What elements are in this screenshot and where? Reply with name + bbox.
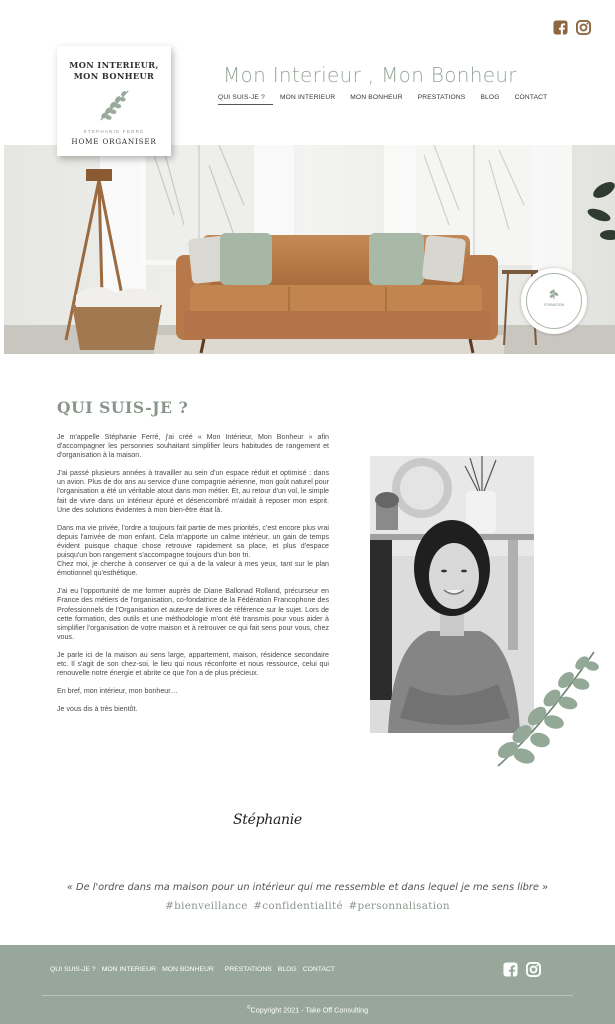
hashtag: #bienveillance xyxy=(165,900,248,912)
badge-leaf-icon xyxy=(547,286,561,300)
badge-label: FORMATION xyxy=(543,303,565,307)
footer-nav-blog[interactable]: BLOG xyxy=(277,966,297,973)
hashtag: #personnalisation xyxy=(348,900,450,912)
about-paragraph: Je m'appelle Stéphanie Ferré, j'ai créé « Mon Intérieur, Mon Bonheur » afin d'accompagner les personnes souhaitant simplifier leurs habitudes de rangement et d'organisation à la maison. xyxy=(57,433,329,460)
footer-nav-mon-bonheur[interactable]: MON BONHEUR xyxy=(162,966,214,973)
logo-line2: MON BONHEUR xyxy=(73,71,155,81)
about-paragraph: Je vous dis à très bientôt. xyxy=(57,705,138,714)
nav-item-prestations[interactable]: PRESTATIONS xyxy=(417,94,466,101)
about-paragraph: Je parle ici de la maison au sens large, appartement, maison, résidence secondaire etc. Il s'agit de son chez-soi, le lieu qui nous réconforte et nous ressource, celui qui renouvelle notre énergie et abrite ce que l'on a de plus précieux. xyxy=(57,650,329,678)
main-nav xyxy=(218,94,562,105)
nav-item-qui-suis-je[interactable]: QUI SUIS-JE ? xyxy=(218,94,273,105)
facebook-icon[interactable] xyxy=(503,962,518,977)
site-logo[interactable] xyxy=(57,46,171,156)
eucalyptus-logo-icon xyxy=(95,86,133,124)
eucalyptus-branch-icon xyxy=(488,646,600,770)
footer-divider xyxy=(42,995,573,996)
living-room-illustration xyxy=(4,145,615,354)
nav-item-mon-bonheur[interactable]: MON BONHEUR xyxy=(350,94,403,101)
quote-text: « De l'ordre dans ma maison pour un intérieur qui me ressemble et dans lequel je me sens libre » xyxy=(66,882,549,893)
copyright xyxy=(0,1005,615,1014)
copyright-text: Copyright 2021 - Take Off Consulting xyxy=(250,1005,369,1015)
formation-badge xyxy=(521,268,587,334)
logo-subtitle: HOME ORGANISER xyxy=(71,137,157,146)
footer-social xyxy=(503,962,541,977)
nav-item-mon-interieur[interactable]: MON INTERIEUR xyxy=(279,94,336,101)
about-title: QUI SUIS-JE ? xyxy=(57,398,189,417)
site-title[interactable]: Mon Interieur , Mon Bonheur xyxy=(223,63,517,87)
copyright-symbol: © xyxy=(246,1005,251,1011)
about-paragraph: Dans ma vie privée, l'ordre a toujours fait partie de mes priorités, c'est encore plus vrai depuis l'arrivée de mon enfant. Cela m'apporte un calme intérieur, un gain de temps évident puisque chaque chose retrouve rapidement sa place, et plus d'espace puisqu'un bon rangement s'accompagne toujours d'un bon tri. Chez moi, je cherche à conserver ce qui a de la valeur à mes yeux, tant sur le plan émotionnel qu'esthétique. xyxy=(57,523,329,578)
facebook-icon[interactable] xyxy=(553,20,568,35)
badge-ring xyxy=(526,273,582,329)
nav-item-blog[interactable]: BLOG xyxy=(480,94,500,101)
header-social xyxy=(553,20,591,35)
instagram-icon[interactable] xyxy=(576,20,591,35)
signature: Stéphanie xyxy=(233,812,302,828)
hashtag: #confidentialité xyxy=(253,900,343,912)
footer-nav-prestations[interactable]: PRESTATIONS xyxy=(224,966,272,973)
nav-item-contact[interactable]: CONTACT xyxy=(514,94,548,101)
logo-title xyxy=(57,60,171,82)
footer-nav-mon-interieur[interactable]: MON INTERIEUR xyxy=(101,966,157,973)
instagram-icon[interactable] xyxy=(526,962,541,977)
footer-nav xyxy=(50,966,341,973)
about-paragraph: J'ai eu l'opportunité de me former auprès de Diane Ballonad Rolland, précurseur en France des métiers de l'organisation, co-fondatrice de la Fédération Francophone des Professionnels de l'Organisation et auteure de livres de référence sur le sujet. Lors de cette formation, des outils et une méthodologie m'ont été transmis pour vous aider à simplifier l'organisation de votre maison et à retrouver ce qui fait sens pour vous, chez vous. xyxy=(57,587,329,641)
hashtags xyxy=(0,900,615,912)
logo-name: STEPHANIE FERRÉ xyxy=(83,129,145,134)
hero-image xyxy=(4,145,615,354)
footer-nav-contact[interactable]: CONTACT xyxy=(302,966,336,973)
footer xyxy=(0,945,615,1024)
logo-line1: MON INTERIEUR, xyxy=(69,60,159,70)
about-paragraph: En bref, mon intérieur, mon bonheur… xyxy=(57,687,178,696)
footer-nav-qui-suis-je[interactable]: QUI SUIS-JE ? xyxy=(50,966,96,973)
about-paragraph: J'ai passé plusieurs années à travailler au sein d'un espace réduit et optimisé : dans un avion. Plus de dix ans au service d'une compagnie aérienne, mon goût naturel pour l'organisation a été un véritable atout dans mon métier. Et, au retour d'un vol, le simple fait de vivre dans un intérieur épuré et désencombré m'aidait à reposer mon esprit. Une des solutions évidentes à mon bien-être était là. xyxy=(57,469,329,514)
about-text xyxy=(57,433,329,723)
